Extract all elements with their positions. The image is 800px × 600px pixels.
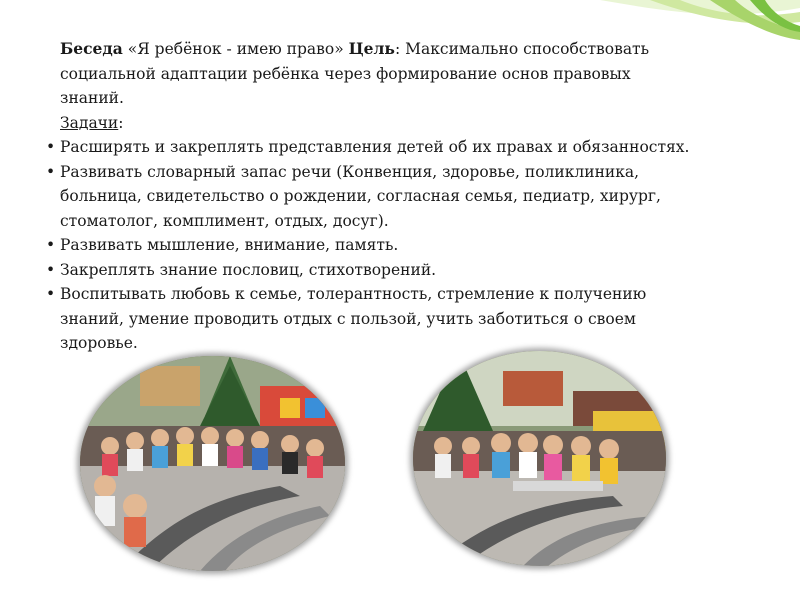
label-goal: Цель bbox=[348, 39, 395, 58]
task-text-line: больница, свидетельство о рождении, согласная семья, педиатр, хирург, bbox=[60, 187, 661, 205]
task-text-line: Развивать словарный запас речи (Конвенция, здоровье, поликлиника, bbox=[60, 162, 640, 181]
goal-line-1: : Максимально способствовать bbox=[394, 40, 650, 58]
label-beseda: Беседа bbox=[60, 39, 123, 58]
task-text-line: здоровье. bbox=[60, 334, 138, 352]
tasks-list bbox=[46, 135, 746, 356]
bullet-marker: • bbox=[46, 236, 56, 254]
content-text bbox=[46, 37, 746, 356]
task-item bbox=[46, 282, 746, 356]
task-text-line: стоматолог, комплимент, отдых, досуг). bbox=[60, 211, 389, 230]
photo-children-group-right bbox=[413, 351, 666, 566]
goal-line-3: знаний. bbox=[60, 89, 124, 107]
bullet-marker: • bbox=[46, 285, 56, 303]
task-item bbox=[46, 160, 746, 234]
task-text-line: Расширять и закреплять представления детей об их правах и обязанностях. bbox=[60, 138, 690, 156]
task-text-line: Закреплять знание пословиц, стихотворений. bbox=[60, 260, 437, 279]
photo-left-image bbox=[80, 356, 345, 571]
task-text-line: знаний, умение проводить отдых с пользой, учить заботиться о своем bbox=[60, 309, 636, 328]
photo-children-group-left bbox=[80, 356, 345, 571]
bullet-marker: • bbox=[46, 162, 56, 181]
tasks-heading bbox=[46, 111, 746, 136]
task-text-line: Развивать мышление, внимание, память. bbox=[60, 236, 399, 254]
task-item bbox=[46, 233, 746, 258]
conversation-title: «Я ребёнок - имею право» bbox=[127, 40, 344, 58]
task-item bbox=[46, 135, 746, 160]
task-item bbox=[46, 258, 746, 283]
tasks-heading-colon: : bbox=[118, 113, 124, 132]
task-text-line: Воспитывать любовь к семье, толерантность, стремление к получению bbox=[60, 285, 647, 303]
intro-paragraph bbox=[46, 37, 746, 111]
photo-right-image bbox=[413, 351, 666, 566]
tasks-heading-label: Задачи bbox=[60, 113, 119, 132]
bullet-marker: • bbox=[46, 138, 56, 156]
goal-line-2: социальной адаптации ребёнка через формирование основ правовых bbox=[60, 64, 631, 83]
bullet-marker: • bbox=[46, 260, 56, 279]
